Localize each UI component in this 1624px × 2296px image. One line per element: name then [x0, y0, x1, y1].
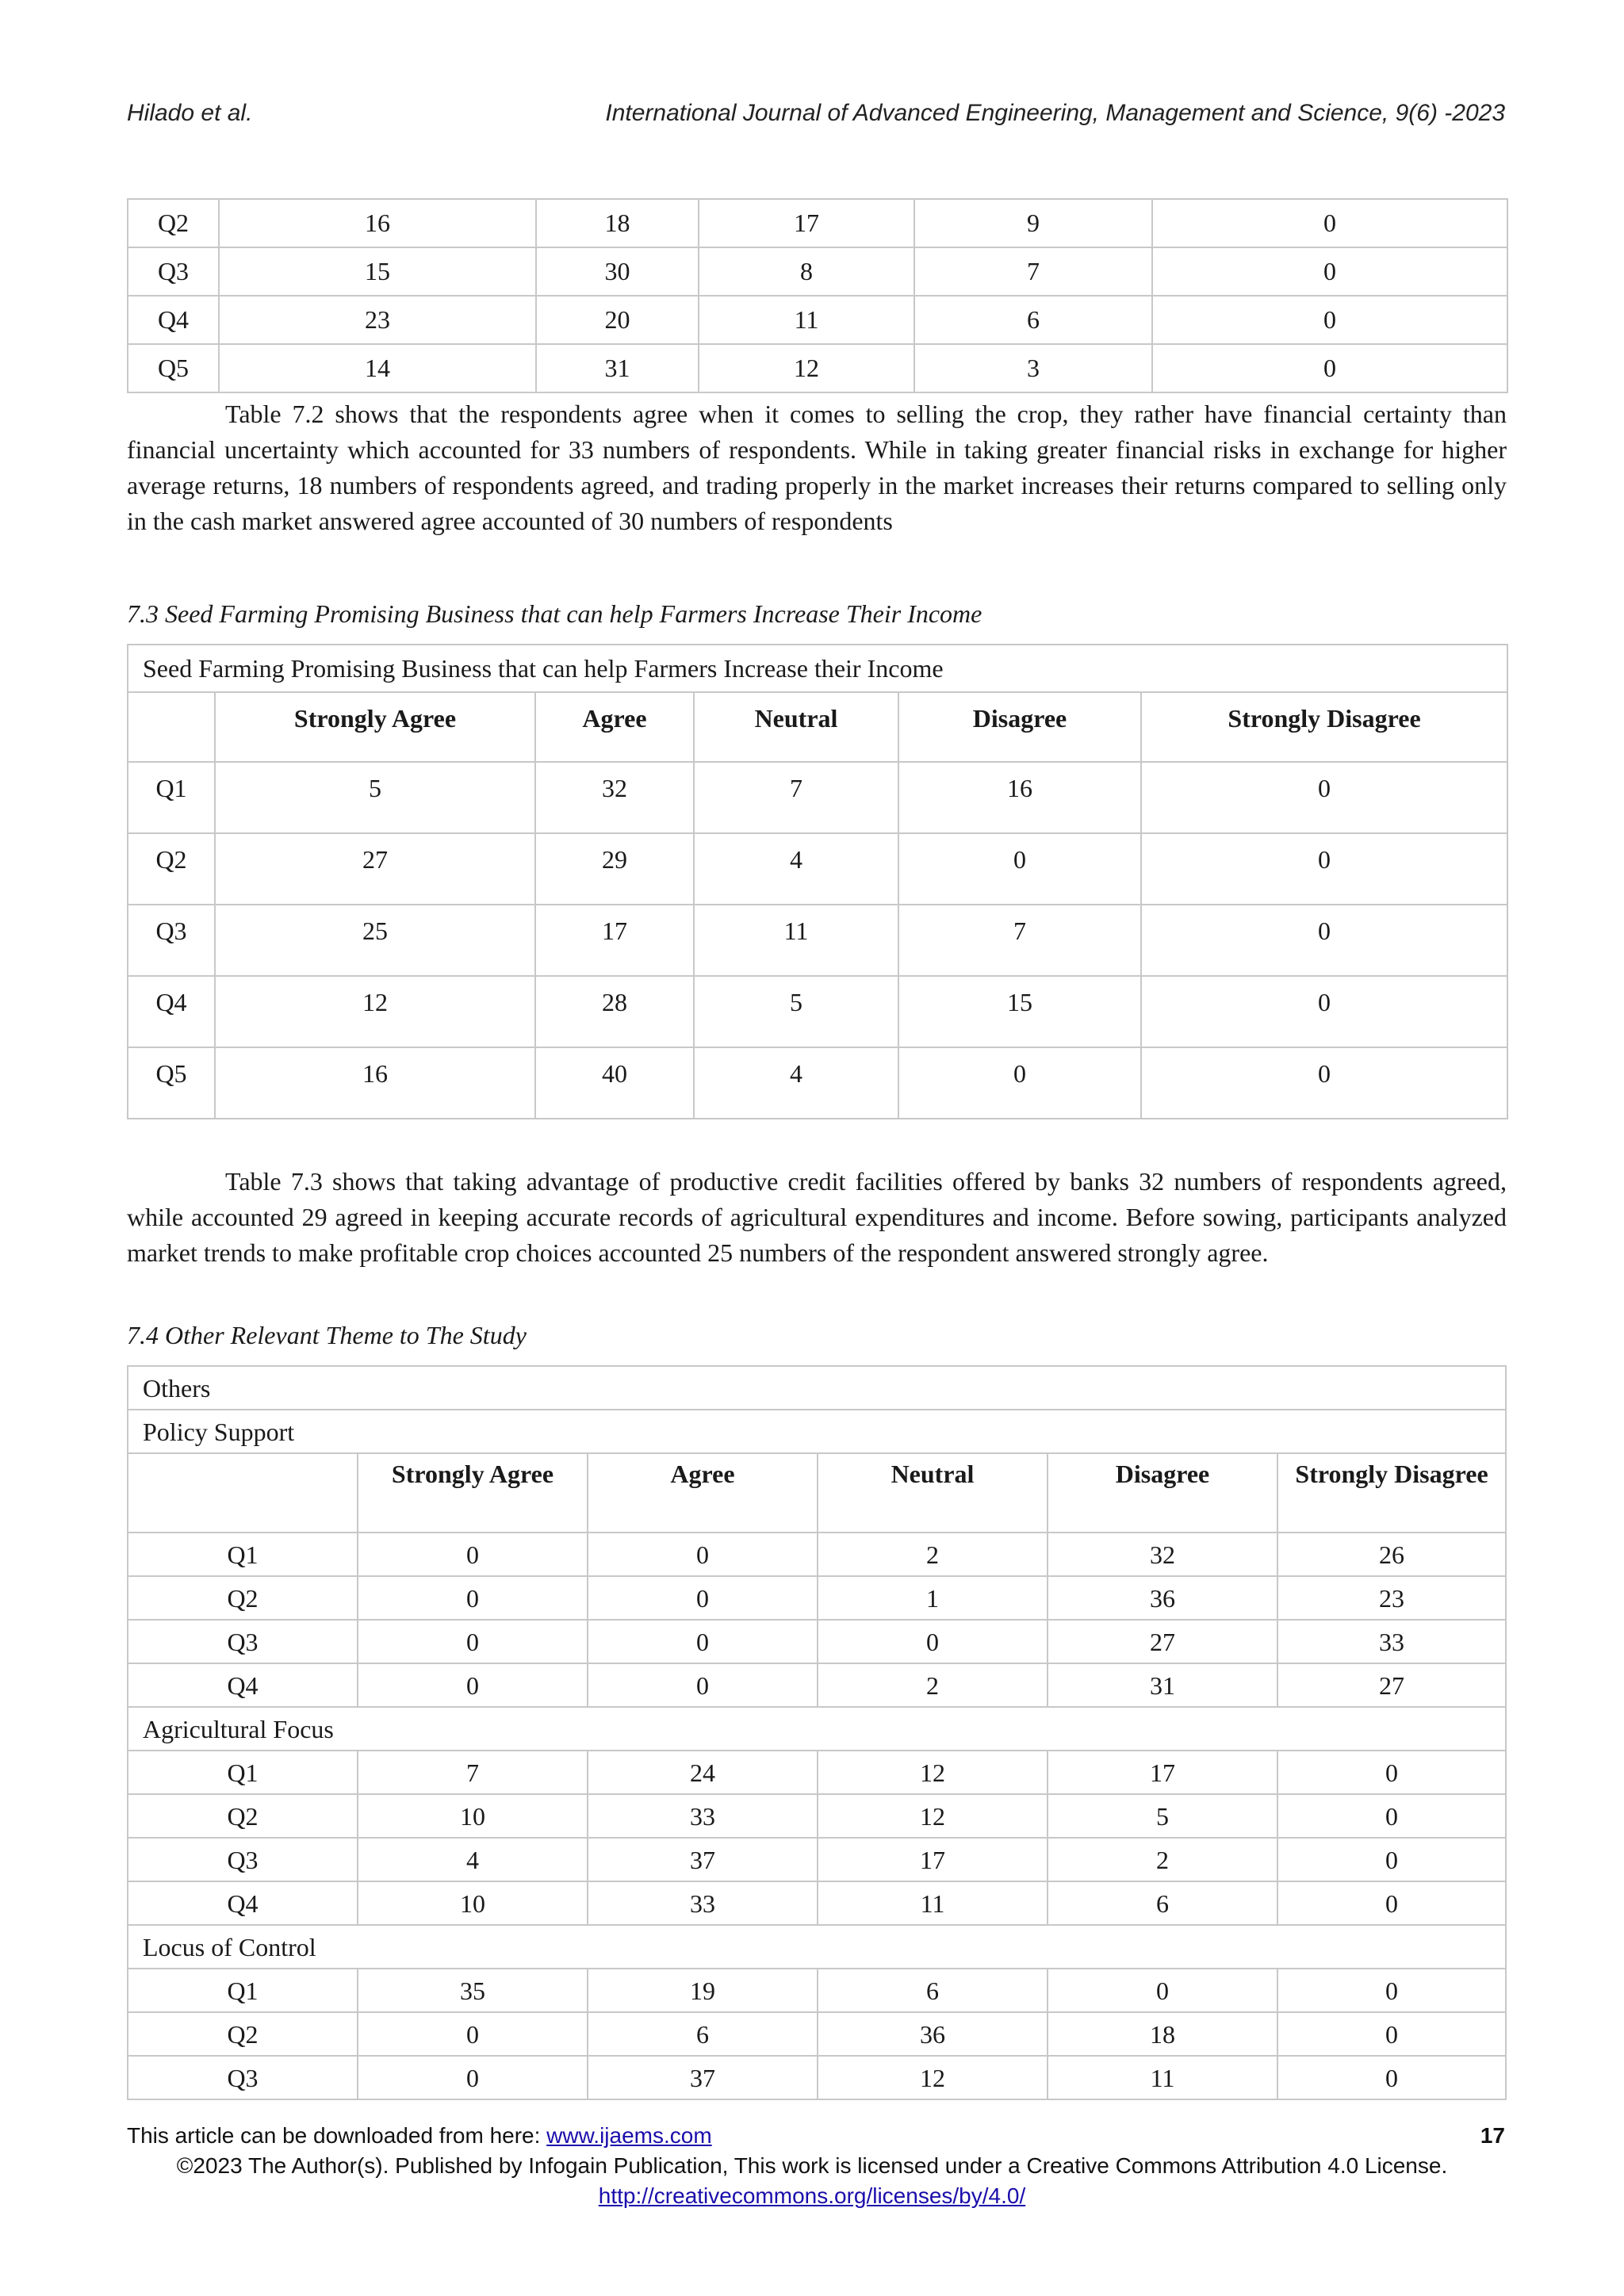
table-cell: 5: [1048, 1794, 1277, 1838]
table-cell: 23: [219, 296, 536, 344]
table-cell: 0: [1141, 976, 1507, 1047]
table-cell: 2: [818, 1663, 1048, 1707]
table-row: [128, 762, 1507, 833]
table-cell: 0: [1141, 833, 1507, 905]
table-cell: 14: [219, 344, 536, 392]
row-label-cell: Q2: [128, 833, 215, 905]
table-cell: 11: [1048, 2056, 1277, 2099]
table-row: [128, 2012, 1506, 2056]
table-cell: 17: [535, 905, 694, 976]
row-label-cell: Q1: [128, 1751, 358, 1794]
table-cell: 17: [699, 199, 914, 247]
table-cell: 0: [358, 1663, 588, 1707]
table-cell: 8: [699, 247, 914, 296]
table-row: [128, 199, 1507, 247]
section-heading-7-4: 7.4 Other Relevant Theme to The Study: [127, 1321, 527, 1349]
table-cell: 11: [818, 1881, 1048, 1925]
table-cell: 23: [1277, 1576, 1506, 1620]
table-cell: 25: [215, 905, 535, 976]
table-cell: 0: [588, 1663, 818, 1707]
table-cell: 27: [215, 833, 535, 905]
row-label-cell: Q2: [128, 199, 219, 247]
table-cell: 12: [818, 1794, 1048, 1838]
table-header-row: [128, 1453, 1506, 1533]
table-cell: 17: [1048, 1751, 1277, 1794]
row-label-cell: Q2: [128, 1794, 358, 1838]
table-cell: 33: [588, 1881, 818, 1925]
table-row: [128, 1925, 1506, 1969]
table-cell: 0: [1277, 1969, 1506, 2012]
column-header: Agree: [535, 692, 694, 762]
table-cell: 0: [1152, 344, 1507, 392]
column-header: Neutral: [818, 1453, 1048, 1533]
table-cell: 12: [215, 976, 535, 1047]
row-label-cell: Q4: [128, 296, 219, 344]
table-cell: 15: [898, 976, 1141, 1047]
page-number: 17: [1480, 2123, 1505, 2148]
table-cell: 0: [898, 833, 1141, 905]
table-row: [128, 2056, 1506, 2099]
table-row: [128, 833, 1507, 905]
table-cell: 18: [536, 199, 699, 247]
table-cell: 0: [1141, 1047, 1507, 1119]
column-header: Strongly Agree: [215, 692, 535, 762]
table-cell: 12: [818, 1751, 1048, 1794]
header-authors: Hilado et al.: [127, 100, 253, 126]
table-cell: 17: [818, 1838, 1048, 1881]
row-label-cell: Q5: [128, 344, 219, 392]
table-cell: 0: [1277, 1881, 1506, 1925]
row-label-cell: Q2: [128, 2012, 358, 2056]
footer-license-link[interactable]: http://creativecommons.org/licenses/by/4.0/: [598, 2183, 1026, 2208]
table-cell: 7: [898, 905, 1141, 976]
table-row: [128, 1366, 1506, 1410]
table-header-row: [128, 692, 1507, 762]
table-cell: 9: [914, 199, 1152, 247]
table-cell: 0: [588, 1620, 818, 1663]
table-row: [128, 1047, 1507, 1119]
table-cell: 1: [818, 1576, 1048, 1620]
table-row: [128, 1576, 1506, 1620]
group-label: Policy Support: [128, 1410, 1506, 1453]
table-cell: 32: [535, 762, 694, 833]
row-label-cell: Q2: [128, 1576, 358, 1620]
group-label: Locus of Control: [128, 1925, 1506, 1969]
table-cell: 0: [1277, 1751, 1506, 1794]
table-cell: 6: [588, 2012, 818, 2056]
table-cell: 24: [588, 1751, 818, 1794]
table-row: [128, 976, 1507, 1047]
table-cell: 0: [358, 1620, 588, 1663]
footer-license-line: [0, 2183, 1624, 2209]
table-cell: 16: [215, 1047, 535, 1119]
table-caption: Others: [128, 1366, 1506, 1410]
table-row: [128, 1707, 1506, 1751]
table-cell: 36: [818, 2012, 1048, 2056]
table-cell: 7: [694, 762, 898, 833]
column-header: [128, 1453, 358, 1533]
table-cell: 4: [358, 1838, 588, 1881]
table-cell: 10: [358, 1881, 588, 1925]
row-label-cell: Q4: [128, 1663, 358, 1707]
table-cell: 7: [914, 247, 1152, 296]
column-header: Disagree: [898, 692, 1141, 762]
table-cell: 6: [818, 1969, 1048, 2012]
row-label-cell: Q3: [128, 2056, 358, 2099]
row-label-cell: Q3: [128, 247, 219, 296]
table-cell: 10: [358, 1794, 588, 1838]
row-label-cell: Q3: [128, 1620, 358, 1663]
table-cell: 3: [914, 344, 1152, 392]
table-cell: 0: [1277, 1794, 1506, 1838]
row-label-cell: Q3: [128, 905, 215, 976]
table-cell: 2: [818, 1533, 1048, 1576]
table-cell: 28: [535, 976, 694, 1047]
table-cell: 5: [215, 762, 535, 833]
table-cell: 6: [1048, 1881, 1277, 1925]
table-row: [128, 296, 1507, 344]
row-label-cell: Q5: [128, 1047, 215, 1119]
table-cell: 27: [1048, 1620, 1277, 1663]
paragraph-table-7-2-discussion: Table 7.2 shows that the respondents agree when it comes to selling the crop, they rather have financial certainty than financial uncertainty which accounted for 33 numbers of respondents. While in taking greater financial risks in exchange for higher average returns, 18 numbers of respondents agreed, and trading properly in the market increases their returns compared to selling only in the cash market answered agree accounted of 30 numbers of respondents: [127, 400, 1507, 535]
section-heading-7-3: 7.3 Seed Farming Promising Business that can help Farmers Increase Their Income: [127, 599, 982, 628]
row-label-cell: Q4: [128, 976, 215, 1047]
table-cell: 33: [1277, 1620, 1506, 1663]
table-cell: 0: [1277, 1838, 1506, 1881]
column-header: Disagree: [1048, 1453, 1277, 1533]
table-cell: 0: [358, 2056, 588, 2099]
table-row: [128, 905, 1507, 976]
table-cell: 4: [694, 1047, 898, 1119]
footer-license-text: ©2023 The Author(s). Published by Infogain Publication, This work is licensed under a Creative Commons Attribution 4.0 License.: [176, 2153, 1448, 2178]
row-label-cell: Q3: [128, 1838, 358, 1881]
table-cell: 0: [1141, 905, 1507, 976]
table-cell: 36: [1048, 1576, 1277, 1620]
table-row: [128, 344, 1507, 392]
table-cell: 16: [219, 199, 536, 247]
column-header: Agree: [588, 1453, 818, 1533]
table-cell: 33: [588, 1794, 818, 1838]
table-row: [128, 1838, 1506, 1881]
table-row: [128, 1969, 1506, 2012]
table-cell: 0: [358, 2012, 588, 2056]
table-row: [128, 1663, 1506, 1707]
table-cell: 4: [694, 833, 898, 905]
table-row: [128, 1881, 1506, 1925]
table-cell: 6: [914, 296, 1152, 344]
table-cell: 32: [1048, 1533, 1277, 1576]
column-header: Strongly Disagree: [1277, 1453, 1506, 1533]
table-cell: 37: [588, 1838, 818, 1881]
table-cell: 0: [588, 1533, 818, 1576]
table-7-4-others: [127, 1365, 1507, 2100]
paragraph-table-7-3-discussion: Table 7.3 shows that taking advantage of productive credit facilities offered by banks 32 numbers of respondents agreed, while accounted 29 agreed in keeping accurate records of agricultural expenditures and income. Before sowing, participants analyzed market trends to make profitable crop choices accounted 25 numbers of the respondent answered strongly agree.: [127, 1167, 1507, 1267]
table-cell: 16: [898, 762, 1141, 833]
table-cell: 31: [536, 344, 699, 392]
table-row: [128, 1751, 1506, 1794]
table-cell: 0: [1277, 2012, 1506, 2056]
table-cell: 0: [358, 1576, 588, 1620]
table-cell: 0: [1152, 296, 1507, 344]
table-caption: Seed Farming Promising Business that can help Farmers Increase their Income: [128, 645, 1507, 692]
table-cell: 30: [536, 247, 699, 296]
table-cell: 11: [699, 296, 914, 344]
table-cell: 2: [1048, 1838, 1277, 1881]
table-cell: 19: [588, 1969, 818, 2012]
footer-download-text: This article can be downloaded from here:: [127, 2123, 547, 2148]
table-cell: 12: [818, 2056, 1048, 2099]
table-cell: 35: [358, 1969, 588, 2012]
column-header: Neutral: [694, 692, 898, 762]
running-header: [127, 100, 1505, 132]
table-cell: 15: [219, 247, 536, 296]
table-cell: 40: [535, 1047, 694, 1119]
table-row: [128, 1794, 1506, 1838]
table-row: [128, 1620, 1506, 1663]
table-cell: 18: [1048, 2012, 1277, 2056]
table-cell: 11: [694, 905, 898, 976]
table-cell: 27: [1277, 1663, 1506, 1707]
column-header: Strongly Agree: [358, 1453, 588, 1533]
table-cell: 5: [694, 976, 898, 1047]
table-7-3: [127, 644, 1508, 1119]
row-label-cell: Q1: [128, 1533, 358, 1576]
table-cell: 7: [358, 1751, 588, 1794]
table-7-2-continuation: [127, 198, 1508, 393]
table-cell: 0: [1152, 199, 1507, 247]
table-cell: 37: [588, 2056, 818, 2099]
table-cell: 26: [1277, 1533, 1506, 1576]
table-row: [128, 1533, 1506, 1576]
table-cell: 0: [1141, 762, 1507, 833]
table-row: [128, 247, 1507, 296]
row-label-cell: Q1: [128, 762, 215, 833]
row-label-cell: Q4: [128, 1881, 358, 1925]
table-cell: 0: [1277, 2056, 1506, 2099]
table-cell: 12: [699, 344, 914, 392]
table-cell: 0: [898, 1047, 1141, 1119]
table-cell: 0: [358, 1533, 588, 1576]
table-row: [128, 645, 1507, 692]
table-cell: 0: [818, 1620, 1048, 1663]
table-cell: 29: [535, 833, 694, 905]
row-label-cell: Q1: [128, 1969, 358, 2012]
table-cell: 20: [536, 296, 699, 344]
header-journal: International Journal of Advanced Engineering, Management and Science, 9(6) -2023: [605, 100, 1505, 126]
table-cell: 0: [1152, 247, 1507, 296]
group-label: Agricultural Focus: [128, 1707, 1506, 1751]
table-row: [128, 1410, 1506, 1453]
column-header: Strongly Disagree: [1141, 692, 1507, 762]
table-cell: 31: [1048, 1663, 1277, 1707]
column-header: [128, 692, 215, 762]
table-cell: 0: [1048, 1969, 1277, 2012]
footer-journal-link[interactable]: www.ijaems.com: [546, 2123, 712, 2148]
table-cell: 0: [588, 1576, 818, 1620]
